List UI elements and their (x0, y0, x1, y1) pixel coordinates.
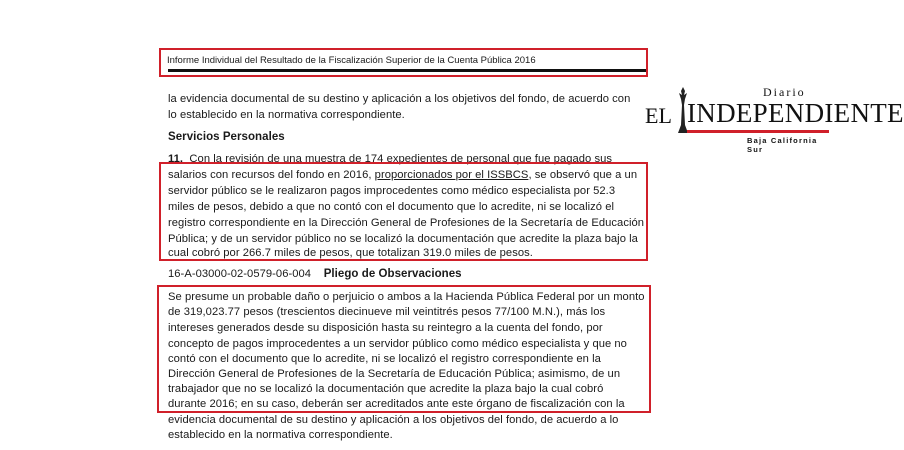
newspaper-logo (645, 85, 904, 155)
intro-line-2: lo establecido en la normativa correspondiente. (168, 109, 405, 121)
finding-line2-start: salarios con recursos del fondo en 2016, (168, 169, 375, 181)
observation-code-line (168, 268, 462, 280)
logo-diario-text: Diario (763, 85, 806, 99)
finding-line-4: miles de pesos, debido a que no contó con el documento que lo acredite, ni se localizó el (168, 201, 615, 213)
finding-line2-end: , se observó que a un (528, 169, 638, 181)
finding-line-7: cual cobró por 266.7 miles de pesos, que totalizan 319.0 miles de pesos. (168, 247, 533, 259)
observation-line-2: de 319,023.77 pesos (trescientos diecinueve mil veintitrés pesos 77/100 M.N.), más los (168, 306, 606, 318)
finding-line-3: servidor público se le realizaron pagos improcedentes como médico especialista por 52.3 (168, 185, 616, 197)
finding-number: 11. (168, 153, 184, 165)
observation-title: Pliego de Observaciones (323, 268, 462, 280)
observation-line-6: Dirección General de Profesiones de la Secretaría de Educación Pública; asimismo, de un (168, 368, 621, 380)
logo-red-bar (687, 130, 829, 133)
logo-el-text: EL (645, 103, 672, 128)
observation-line-4: concepto de pagos improcedentes a un servidor público como médico especialista y que no (168, 338, 627, 350)
observation-line-5: contó con el documento que lo acredite, ni se localizó el registro correspondiente en la (168, 353, 601, 365)
header-rule (168, 69, 646, 72)
logo-independiente-text: INDEPENDIENTE (687, 98, 904, 128)
section-heading: Servicios Personales (168, 131, 285, 143)
observation-line-10: establecido en la normativa correspondiente. (168, 429, 393, 441)
report-header-title: Informe Individual del Resultado de la Fiscalización Superior de la Cuenta Pública 2016 (167, 55, 536, 66)
finding-underlined-text: proporcionados por el ISSBCS (374, 169, 529, 181)
observation-line-3: intereses generados desde su disposición hasta su reintegro a la cuenta del fondo, por (168, 322, 603, 334)
finding-line-6: Pública; y de un servidor público no se localizó la documentación que acredite la plaza bajo la (168, 233, 638, 245)
observation-line-9: evidencia documental de su destino y aplicación a los objetivos del fondo, de acuerdo a lo (168, 414, 619, 426)
observation-code: 16-A-03000-02-0579-06-004 (168, 268, 312, 280)
observation-line-7: trabajador que no se localizó la documentación que acredite la plaza bajo la cual cobró (168, 383, 604, 395)
finding-line1-text: Con la revisión de una muestra de 174 expedientes de personal que fue pagado sus (189, 153, 613, 165)
observation-line-1: Se presume un probable daño o perjuicio o ambos a la Hacienda Pública Federal por un monto (168, 291, 645, 303)
logo-region-text: Baja California Sur (747, 136, 818, 154)
intro-line-1: la evidencia documental de su destino y aplicación a los objetivos del fondo, de acuerdo con (168, 93, 631, 105)
finding-line-2 (168, 169, 637, 181)
observation-line-8: durante 2016; en su caso, deberán ser acreditados ante este órgano de fiscalización con la (168, 398, 625, 410)
finding-line-5: registro correspondiente en la Dirección General de Profesiones de la Secretaría de Educación (168, 217, 645, 229)
